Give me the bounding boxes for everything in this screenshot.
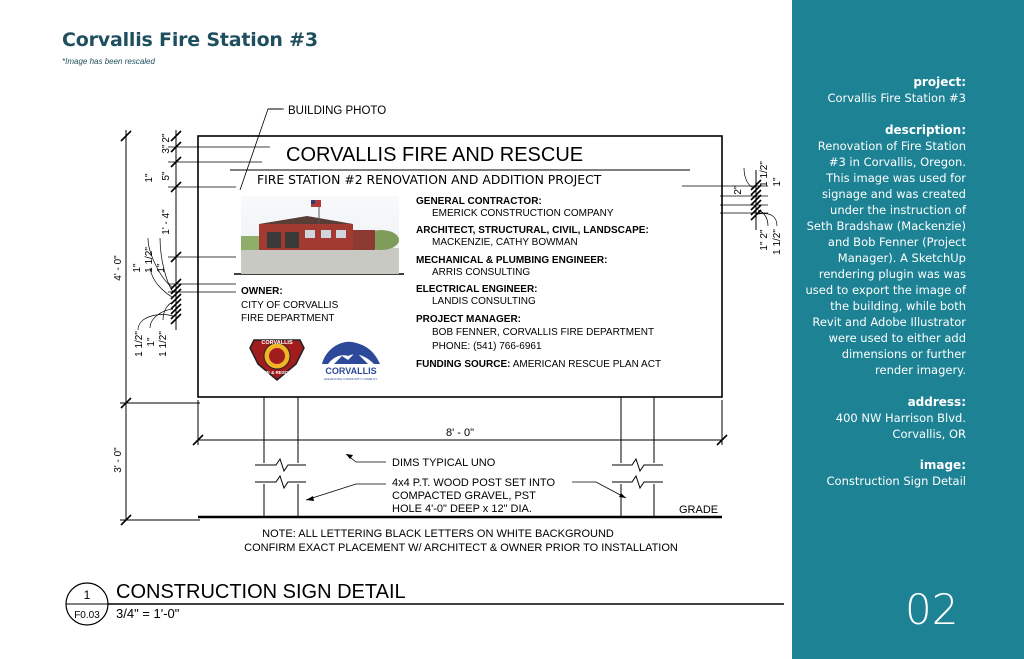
description-line: This image was used for: [826, 171, 966, 185]
svg-text:CORVALLIS: CORVALLIS: [261, 340, 293, 346]
building-rendering: [241, 196, 399, 274]
general-note-line-1: NOTE: ALL LETTERING BLACK LETTERS ON WHITE BACKGROUND: [262, 528, 614, 540]
post-note-line-3: HOLE 4'-0" DEEP x 12" DIA.: [392, 503, 532, 515]
description-line: signage and was created: [821, 187, 966, 201]
sign-subtitle: FIRE STATION #2 RENOVATION AND ADDITION PROJECT: [257, 172, 602, 187]
description-line: used to export the image of: [805, 283, 966, 297]
section-value: PHONE: (541) 766-6961: [432, 341, 542, 352]
page-title: Corvallis Fire Station #3: [62, 29, 318, 51]
dim-r-1-5in-b: 1 1/2": [772, 229, 783, 255]
dim-3in: 3": [161, 144, 172, 154]
image-value: Construction Sign Detail: [826, 474, 966, 488]
left-post: [255, 397, 306, 517]
section-value: ARRIS CONSULTING: [432, 267, 531, 278]
rescale-note: *Image has been rescaled: [62, 57, 155, 66]
dim-1in-d: 1": [146, 337, 157, 347]
description-line: under the instruction of: [830, 203, 966, 217]
svg-text:CORVALLIS: CORVALLIS: [325, 366, 377, 376]
address-block: [836, 394, 966, 442]
dim-1in-b: 1": [132, 263, 143, 273]
project-block: [827, 74, 966, 106]
funding-label: FUNDING SOURCE:: [416, 359, 511, 370]
image-label: image:: [919, 458, 966, 472]
section-value: MACKENZIE, CATHY BOWMAN: [432, 237, 578, 248]
fire-rescue-logo: [246, 334, 308, 382]
dim-r-2in-a: 2": [733, 185, 744, 195]
dim-r-2in-b: 2": [759, 229, 770, 239]
dim-r-1in-b: 1": [759, 241, 770, 251]
svg-text:ENHANCING COMMUNITY LIVABILITY: ENHANCING COMMUNITY LIVABILITY: [324, 377, 378, 381]
section-value: EMERICK CONSTRUCTION COMPANY: [432, 208, 614, 219]
width-dimension: 8' - 0": [445, 427, 475, 439]
image-block: [827, 457, 967, 489]
funding-value: AMERICAN RESCUE PLAN ACT: [512, 359, 662, 370]
section-value: LANDIS CONSULTING: [432, 296, 536, 307]
dims-typical-note: DIMS TYPICAL UNO: [392, 457, 496, 469]
description-line: #3 in Corvallis, Oregon.: [828, 155, 966, 169]
dim-5in: 5": [161, 171, 172, 181]
address-line: Corvallis, OR: [892, 427, 966, 441]
funding-source: [416, 359, 661, 370]
post-note-line-1: 4x4 P.T. WOOD POST SET INTO: [392, 477, 556, 489]
grade-label: GRADE: [679, 504, 719, 516]
description-line: were used to either add: [828, 331, 966, 345]
info-sidebar: [792, 0, 1024, 659]
detail-title: CONSTRUCTION SIGN DETAIL: [116, 581, 406, 603]
sheet-number: F0.03: [74, 610, 100, 621]
address-label: address:: [907, 395, 966, 409]
description-block: [805, 122, 966, 378]
description-line: render imagery.: [875, 363, 966, 377]
dim-r-1in-a: 1": [772, 177, 783, 187]
building-photo: [241, 196, 399, 274]
dim-1-5in-a: 1 1/2": [144, 247, 155, 273]
svg-text:FIRE & RESCUE: FIRE & RESCUE: [259, 370, 295, 375]
dim-1in-c: 1": [156, 263, 167, 273]
general-note-line-2: CONFIRM EXACT PLACEMENT W/ ARCHITECT & OWNER PRIOR TO INSTALLATION: [244, 542, 678, 554]
dim-1-5in-c: 1 1/2": [158, 331, 169, 357]
section-label: MECHANICAL & PLUMBING ENGINEER:: [416, 255, 608, 266]
city-of-corvallis-logo: [318, 334, 384, 382]
dim-3ft: 3' - 0": [113, 447, 124, 473]
section-label: PROJECT MANAGER:: [416, 314, 522, 325]
dim-2in: 2": [161, 133, 172, 143]
owner-line-1: CITY OF CORVALLIS: [241, 300, 339, 311]
section-label: GENERAL CONTRACTOR:: [416, 196, 542, 207]
dim-1in-a: 1": [144, 173, 155, 183]
description-label: description:: [884, 123, 966, 137]
section-label: ELECTRICAL ENGINEER:: [416, 284, 538, 295]
section-label: ARCHITECT, STRUCTURAL, CIVIL, LANDSCAPE:: [416, 225, 649, 236]
building-photo-label: BUILDING PHOTO: [288, 105, 387, 117]
dim-1-5in-b: 1 1/2": [134, 331, 145, 357]
detail-number: 1: [83, 588, 91, 602]
description-line: Revit and Adobe Illustrator: [812, 315, 966, 329]
address-line: 400 NW Harrison Blvd.: [835, 411, 966, 425]
description-line: the building, while both: [830, 299, 966, 313]
dim-4ft: 4' - 0": [113, 255, 124, 281]
description-line: and Bob Fenner (Project: [827, 235, 966, 249]
section-value: BOB FENNER, CORVALLIS FIRE DEPARTMENT: [432, 327, 655, 338]
detail-scale: 3/4" = 1'-0": [116, 606, 180, 621]
description-line: dimensions or further: [841, 347, 966, 361]
post-note-line-2: COMPACTED GRAVEL, PST: [392, 490, 536, 502]
owner-line-2: FIRE DEPARTMENT: [241, 313, 335, 324]
description-line: rendering plugin was was: [818, 267, 966, 281]
project-label: project:: [913, 75, 966, 89]
description-line: Renovation of Fire Station: [817, 139, 966, 153]
right-post: [612, 397, 663, 517]
owner-label: OWNER:: [241, 286, 283, 297]
project-value: Corvallis Fire Station #3: [827, 91, 966, 105]
description-line: Manager). A SketchUp: [837, 251, 966, 265]
dim-1ft4: 1' - 4": [161, 209, 172, 235]
sign-title: CORVALLIS FIRE AND RESCUE: [286, 144, 584, 166]
description-line: Seth Bradshaw (Mackenzie): [806, 219, 966, 233]
dim-r-1-5in-a: 1 1/2": [759, 161, 770, 187]
page-number: 02: [905, 585, 959, 634]
